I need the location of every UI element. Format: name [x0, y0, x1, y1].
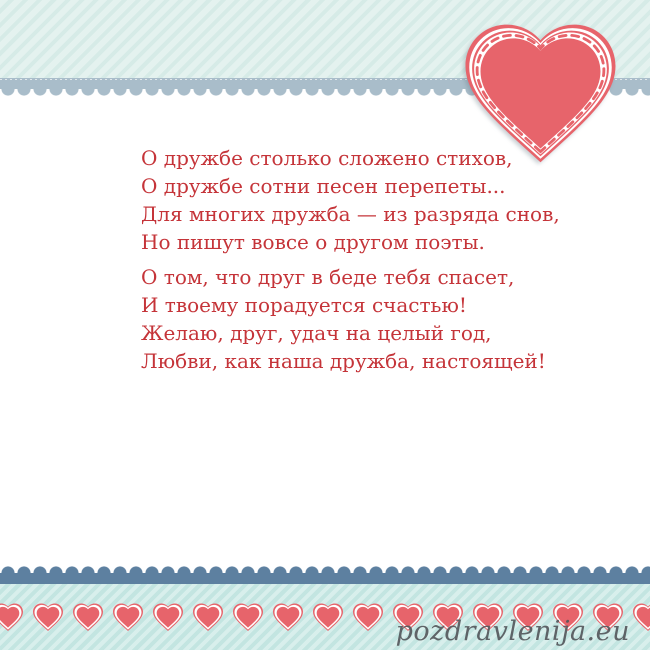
mini-heart-icon	[353, 604, 383, 632]
poem-line: Но пишут вовсе о другом поэты.	[141, 230, 485, 254]
poem-line: И твоему порадуется счастью!	[141, 293, 467, 317]
mini-heart-icon	[273, 604, 303, 632]
poem-line: Для многих дружба — из разряда снов,	[141, 202, 560, 226]
poem-line: О дружбе сотни песен перепеты...	[141, 174, 506, 198]
poem-line: Желаю, друг, удач на целый год,	[141, 321, 492, 345]
mini-heart-icon	[313, 604, 343, 632]
mini-heart-icon	[233, 604, 263, 632]
mini-heart-icon	[633, 604, 650, 632]
bottom-ribbon	[0, 573, 650, 584]
mini-heart-icon	[113, 604, 143, 632]
poem-line: Любви, как наша дружба, настоящей!	[141, 349, 546, 373]
mini-heart-icon	[193, 604, 223, 632]
mini-heart-icon	[153, 604, 183, 632]
poem-line: О дружбе столько сложено стихов,	[141, 146, 513, 170]
bottom-ribbon-scallop-edge	[0, 564, 650, 573]
mini-heart-icon	[73, 604, 103, 632]
mini-heart-icon	[33, 604, 63, 632]
poem	[141, 144, 560, 375]
poem-stanza-1	[141, 144, 560, 256]
watermark: pozdravlenija.eu	[395, 616, 630, 647]
poem-stanza-2	[141, 263, 560, 375]
poem-line: О том, что друг в беде тебя спасет,	[141, 265, 515, 289]
mini-heart-icon	[0, 604, 23, 632]
